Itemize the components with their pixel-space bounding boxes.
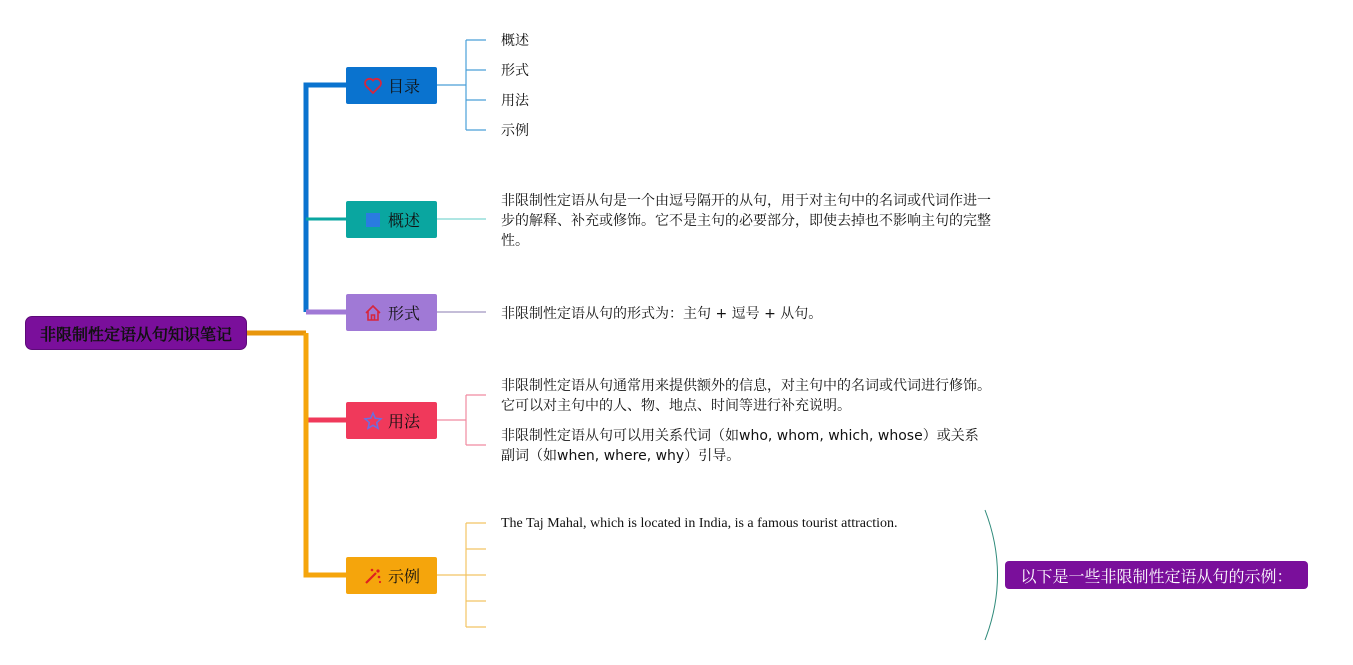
root-topic-label: 非限制性定语从句知识笔记 xyxy=(39,324,232,344)
branch-usage[interactable] xyxy=(346,402,437,439)
branch-examples-label: 示例 xyxy=(387,567,420,586)
sparkle-icon xyxy=(363,566,383,586)
toc-bracket xyxy=(437,40,486,130)
star-icon xyxy=(363,411,383,431)
branch-usage-label: 用法 xyxy=(387,412,420,431)
toc-item[interactable]: 形式 xyxy=(501,63,529,79)
examples-bracket xyxy=(437,523,486,627)
toc-item[interactable]: 示例 xyxy=(501,123,529,139)
usage-bracket xyxy=(437,395,486,445)
summary-callout-label: 以下是一些非限制性定语从句的示例： xyxy=(1020,566,1293,586)
square-icon xyxy=(363,210,383,230)
branch-toc[interactable] xyxy=(346,67,437,104)
branch-toc-label: 目录 xyxy=(387,77,420,96)
usage-text[interactable]: 非限制性定语从句可以用关系代词（如who, whom, which, whose）或关系副词（如when, where, why）引导。 xyxy=(501,428,979,464)
toc-item[interactable]: 概述 xyxy=(501,33,529,49)
trunk-examples xyxy=(306,333,346,575)
house-icon xyxy=(363,303,383,323)
usage-text[interactable]: 非限制性定语从句通常用来提供额外的信息，对主句中的名词或代词进行修饰。它可以对主句中的人、物、地点、时间等进行补充说明。 xyxy=(501,378,991,414)
root-topic[interactable] xyxy=(25,316,247,350)
branch-form[interactable] xyxy=(346,294,437,331)
trunk-toc xyxy=(306,85,346,312)
overview-text[interactable]: 非限制性定语从句是一个由逗号隔开的从句，用于对主句中的名词或代词作进一步的解释、补充或修饰。它不是主句的必要部分，即使去掉也不影响主句的完整性。 xyxy=(501,193,991,249)
example-item[interactable]: The Taj Mahal, which is located in India, is a famous tourist attraction. xyxy=(501,516,898,531)
summary-callout[interactable] xyxy=(1005,561,1308,589)
branch-overview-label: 概述 xyxy=(387,211,420,230)
heart-icon xyxy=(363,76,383,96)
branch-examples[interactable] xyxy=(346,557,437,594)
toc-item[interactable]: 用法 xyxy=(501,93,529,109)
trunk-usage xyxy=(306,333,346,420)
branch-form-label: 形式 xyxy=(387,304,420,323)
summary-brace xyxy=(985,510,998,640)
form-text[interactable]: 非限制性定语从句的形式为：主句 + 逗号 + 从句。 xyxy=(501,306,823,322)
branch-overview[interactable] xyxy=(346,201,437,238)
